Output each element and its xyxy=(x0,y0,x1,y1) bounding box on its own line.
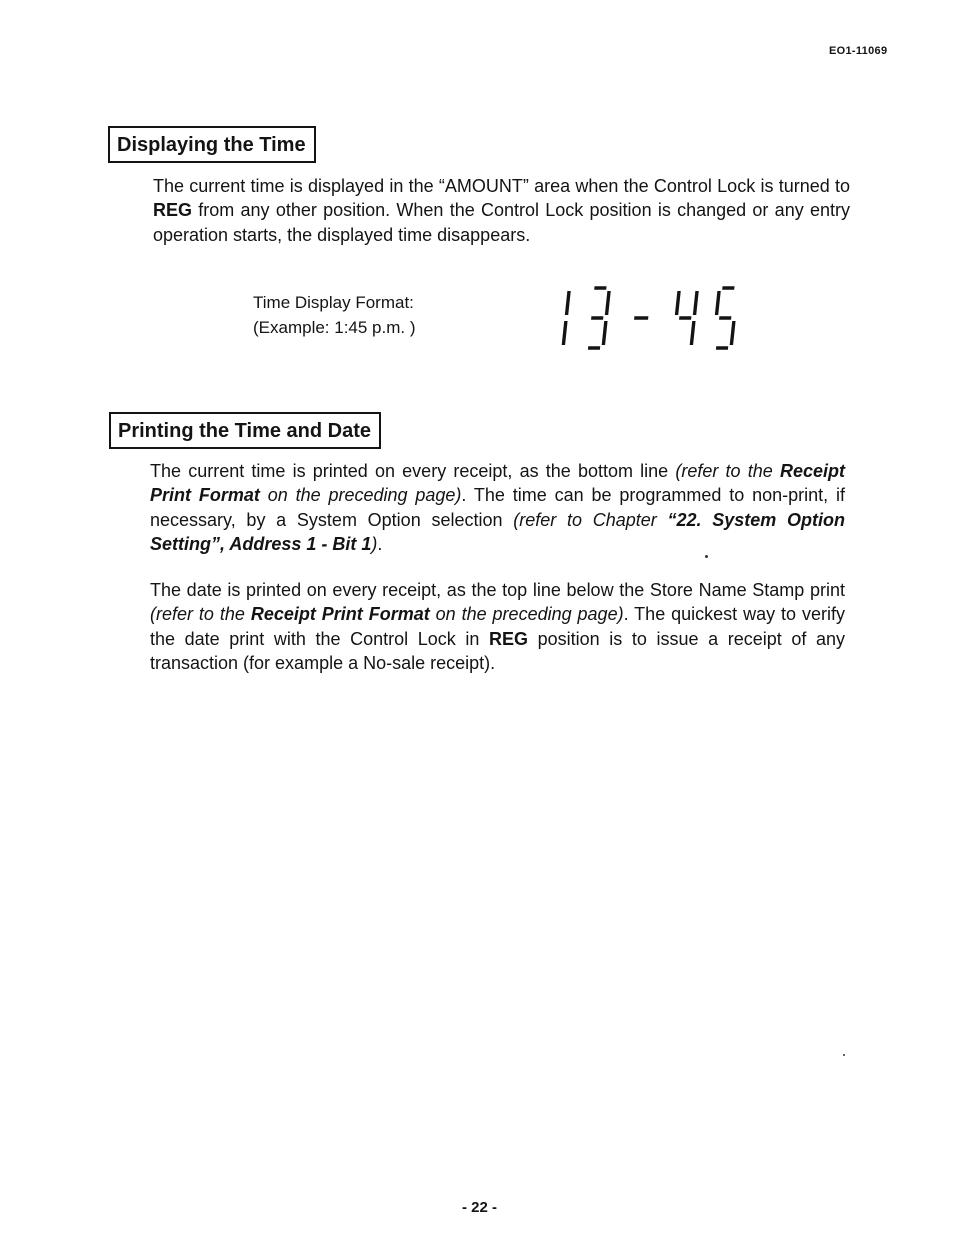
heading-printing-time-and-date: Printing the Time and Date xyxy=(109,412,381,449)
segment-c xyxy=(731,321,734,345)
segment-c xyxy=(691,321,694,345)
segment-b xyxy=(695,291,698,315)
segment-b xyxy=(607,291,610,315)
bold-run: REG xyxy=(489,628,529,649)
segment-f xyxy=(717,291,720,315)
text-run: position is to issue a receipt of any transaction (for example a No-sale receipt). xyxy=(150,628,845,673)
bold-italic-run: Receipt Print Format xyxy=(150,461,845,506)
text-run: The current time is printed on every receipt, as the bottom line xyxy=(150,461,676,481)
italic-run: on the preceding page) xyxy=(429,604,624,625)
segment-c xyxy=(563,321,566,345)
text-run: . xyxy=(377,533,383,554)
page-number: - 22 - xyxy=(462,1199,498,1216)
italic-run: (refer to the xyxy=(150,604,251,625)
text-run: The current time is displayed in the “AMOUNT” area when the Control Lock is turned to xyxy=(153,176,850,196)
scan-speck xyxy=(705,555,708,558)
paragraph-displaying-time xyxy=(153,174,850,247)
seven-segment-time-display xyxy=(540,282,750,352)
segment-c xyxy=(603,321,606,345)
time-format-label xyxy=(253,290,416,340)
heading-displaying-the-time: Displaying the Time xyxy=(108,126,316,163)
segment-b xyxy=(567,291,570,315)
text-run: from any other position. When the Control Lock position is changed or any entry operation starts, the displayed time disappears. xyxy=(153,200,850,245)
italic-run: (refer to Chapter xyxy=(513,509,668,530)
text-run: . The quickest way to verify the date print with the Control Lock in xyxy=(150,604,845,649)
scan-speck xyxy=(843,1054,845,1056)
bold-italic-run: “22. System Option Setting”, Address 1 - Bit 1 xyxy=(150,509,845,554)
italic-run: on the preceding page) xyxy=(259,485,462,506)
paragraph-printing-date xyxy=(150,578,845,675)
italic-run: (refer to the xyxy=(675,461,780,481)
bold-run: REG xyxy=(153,200,193,221)
format-label-text: Time Display Format: xyxy=(253,293,414,312)
bold-italic-run: Receipt Print Format xyxy=(250,604,430,625)
text-run: . The time can be programmed to non-print, if necessary, by a System Option selection xyxy=(150,485,845,530)
paragraph-printing-time xyxy=(150,459,845,556)
text-run: The date is printed on every receipt, as the top line below the Store Name Stamp print xyxy=(150,580,845,600)
format-example-text: (Example: 1:45 p.m. ) xyxy=(253,318,416,337)
segment-f xyxy=(677,291,680,315)
italic-run: ) xyxy=(371,533,378,554)
document-code: EO1-11069 xyxy=(829,45,888,57)
